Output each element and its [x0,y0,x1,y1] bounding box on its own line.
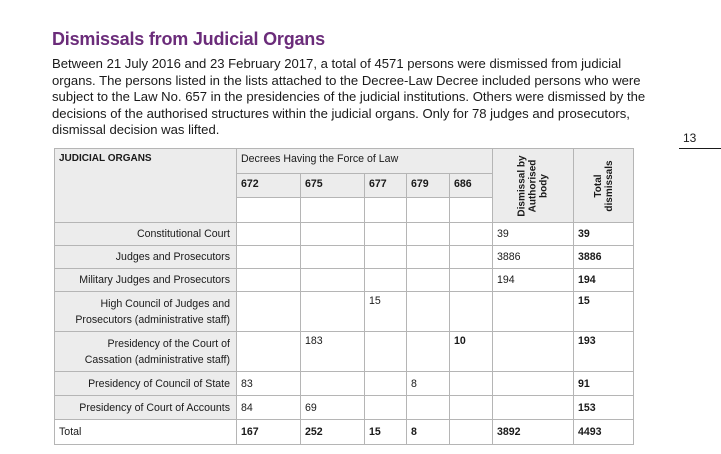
header-dismissal-authorised [493,149,574,223]
value-679 [407,396,450,420]
header-spacer-cell [407,198,450,223]
header-spacer-cell [237,198,301,223]
organ-name: Presidency of Council of State [55,372,237,396]
value-authorised [493,292,574,332]
organ-name: Military Judges and Prosecutors [55,269,237,292]
page-number-rule [679,148,721,149]
value-total: 193 [574,332,634,372]
header-dismissal-authorised-label: Dismissal by Authorised body [516,154,550,217]
page-number: 13 [683,131,697,145]
value-686 [450,372,493,396]
table-row [55,292,634,332]
value-authorised: 3886 [493,246,574,269]
value-675 [301,269,365,292]
value-total: 91 [574,372,634,396]
intro-paragraph: Between 21 July 2016 and 23 February 2017, a total of 4571 persons were dismissed from judicial organs. The persons listed in the lists attached to the Decree-Law Decree included persons who were subject to the Law No. 657 in the presidencies of the judicial institutions. Others were dismissed by the decisions of the authorised structures within the judicial organs. Only for 78 judges and prosecutors, dismissal decision was lifted. [52,56,646,138]
total-total: 4493 [574,420,634,445]
value-677 [365,332,407,372]
total-677: 15 [365,420,407,445]
total-679: 8 [407,420,450,445]
value-675: 69 [301,396,365,420]
organ-name: Constitutional Court [55,223,237,246]
value-677 [365,223,407,246]
value-authorised: 39 [493,223,574,246]
header-decree-672: 672 [237,174,301,198]
header-spacer-cell [450,198,493,223]
value-686 [450,269,493,292]
header-spacer-cell [365,198,407,223]
value-672: 84 [237,396,301,420]
value-672 [237,269,301,292]
header-total-dismissals-label: Total dismissals [592,159,615,212]
value-686 [450,292,493,332]
table-row [55,223,634,246]
value-authorised: 194 [493,269,574,292]
total-label: Total [55,420,237,445]
total-675: 252 [301,420,365,445]
value-672 [237,332,301,372]
table-row [55,332,634,372]
header-decree-686: 686 [450,174,493,198]
value-675 [301,246,365,269]
table-row [55,246,634,269]
value-672: 83 [237,372,301,396]
header-spacer-cell [301,198,365,223]
value-679 [407,269,450,292]
header-total-dismissals [574,149,634,223]
value-675 [301,292,365,332]
table-row [55,372,634,396]
value-total: 15 [574,292,634,332]
header-decree-677: 677 [365,174,407,198]
organ-name: Presidency of the Court of Cassation (administrative staff) [55,332,237,372]
dismissals-table [54,148,634,445]
value-679 [407,332,450,372]
value-672 [237,223,301,246]
value-675 [301,372,365,396]
value-675: 183 [301,332,365,372]
total-672: 167 [237,420,301,445]
header-decree-675: 675 [301,174,365,198]
value-672 [237,246,301,269]
value-authorised [493,396,574,420]
organ-name: Presidency of Court of Accounts [55,396,237,420]
organ-name: High Council of Judges and Prosecutors (administrative staff) [55,292,237,332]
value-total: 3886 [574,246,634,269]
table-total-row [55,420,634,445]
value-total: 194 [574,269,634,292]
value-677 [365,269,407,292]
table-header-row [55,149,634,174]
header-judicial-organs: JUDICIAL ORGANS [55,149,237,223]
value-authorised [493,372,574,396]
header-decree-679: 679 [407,174,450,198]
value-677 [365,396,407,420]
value-686 [450,246,493,269]
value-679 [407,292,450,332]
value-686 [450,223,493,246]
organ-name: Judges and Prosecutors [55,246,237,269]
value-677 [365,246,407,269]
value-total: 39 [574,223,634,246]
value-679: 8 [407,372,450,396]
value-686: 10 [450,332,493,372]
value-675 [301,223,365,246]
value-679 [407,223,450,246]
value-677: 15 [365,292,407,332]
table-row [55,396,634,420]
table-row [55,269,634,292]
value-686 [450,396,493,420]
total-authorised: 3892 [493,420,574,445]
total-686 [450,420,493,445]
header-decrees: Decrees Having the Force of Law [237,149,493,174]
section-heading: Dismissals from Judicial Organs [52,29,325,49]
value-total: 153 [574,396,634,420]
value-authorised [493,332,574,372]
value-677 [365,372,407,396]
value-679 [407,246,450,269]
value-672 [237,292,301,332]
